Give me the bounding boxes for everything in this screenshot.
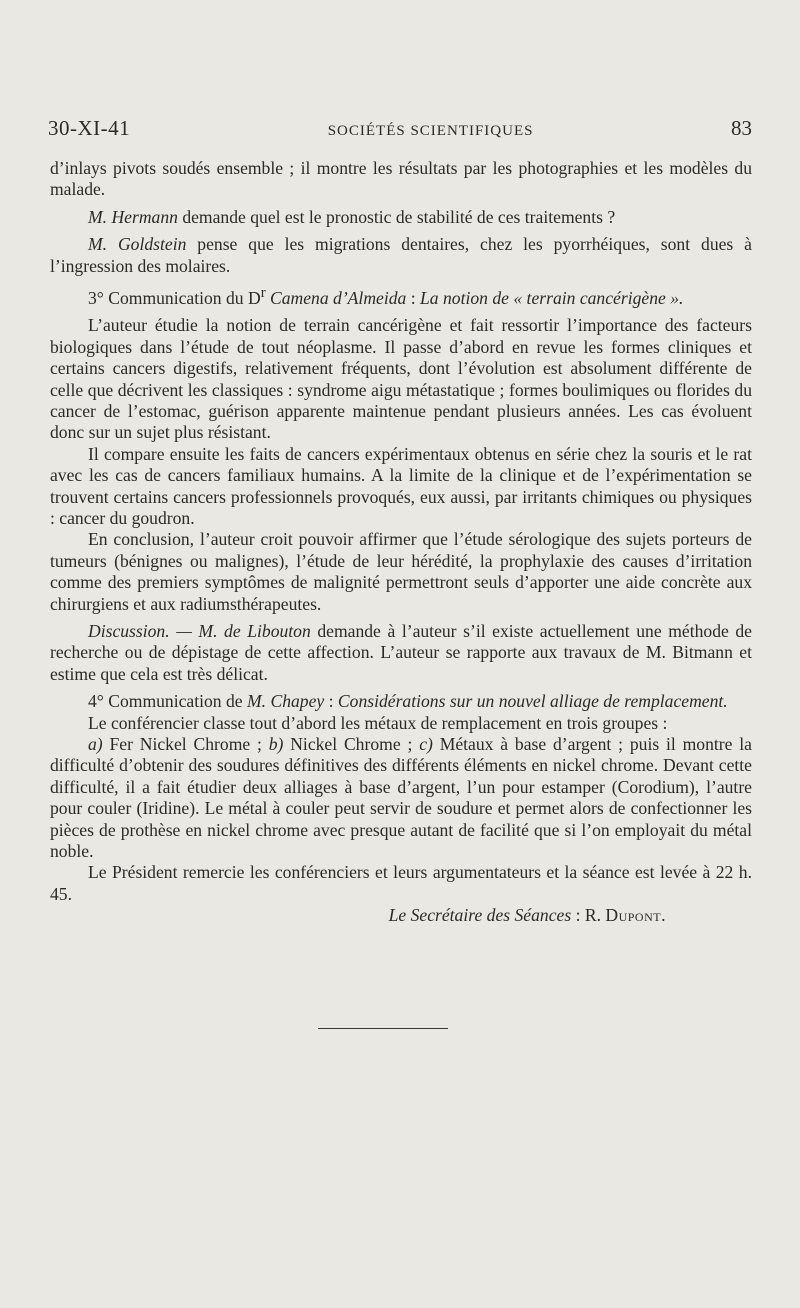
paragraph: En conclusion, l’auteur croit pouvoir affirmer que l’étude sérologique des sujets porteurs de tumeurs (bénignes ou malignes), l’étude de leur hérédité, la prophylaxie des causes d’irritation comme des premiers symptômes de malignité permettront seuls d’apporter une aide concrète aux chirurgiens et aux radiumsthérapeutes. bbox=[50, 529, 752, 614]
paragraph: M. Goldstein pense que les migrations dentaires, chez les pyorrhéiques, sont dues à l’ingression des molaires. bbox=[50, 234, 752, 276]
header-date: 30-XI-41 bbox=[48, 116, 131, 140]
discussion-label: Discussion. — M. de Libouton bbox=[88, 620, 311, 641]
paragraph: a) Fer Nickel Chrome ; b) Nickel Chrome ; c) Métaux à base d’argent ; puis il montre la difficulté d’obtenir des soudures définitives des différents éléments en nickel chrome. Devant cette difficulté, il a fait étudier deux alliages à base d’argent, l’un pour estamper (Corodium), l’autre pour couler (Iridine). Le métal à couler peut servir de soudure et permet alors de confectionner les pièces de prothèse en nickel chrome avec presque autant de facilité que si l’on employait du métal noble. bbox=[50, 734, 752, 862]
paragraph: Le Président remercie les conférenciers et leurs argumentateurs et la séance est levée à 22 h. 45. bbox=[50, 862, 752, 904]
signature: Le Secrétaire des Séances : R. Dupont. bbox=[388, 905, 666, 926]
paragraph: Le conférencier classe tout d’abord les métaux de remplacement en trois groupes : bbox=[88, 712, 668, 733]
signature-role: Le Secrétaire des Séances bbox=[388, 905, 572, 926]
body-text bbox=[50, 158, 752, 927]
section-heading: 4° Communication de M. Chapey : Considérations sur un nouvel alliage de remplacement. bbox=[88, 691, 728, 712]
paragraph: Il compare ensuite les faits de cancers expérimentaux obtenus en série chez la souris et le rat avec les cas de cancers familiaux humains. A la limite de la clinique et de l’expérimentation se trouvent certains cancers professionnels provoqués, eux aussi, par irritants chimiques ou physiques : cancer du goudron. bbox=[50, 443, 752, 528]
speaker-name: M. Goldstein bbox=[88, 234, 187, 255]
section-heading: 3° Communication du $D^r$ Camena d’Almeida : La notion de « terrain cancérigène ». bbox=[88, 285, 684, 308]
page-header bbox=[48, 116, 752, 141]
speaker-name: M. Hermann bbox=[88, 206, 178, 227]
discussion-paragraph: Discussion. — M. de Libouton demande à l’auteur s’il existe actuellement une méthode de recherche ou de dépistage de cette affection. L’auteur se rapporte aux travaux de M. Bitmann et estime que cela est très délicat. bbox=[50, 620, 752, 684]
page-number: 83 bbox=[730, 116, 752, 140]
paragraph: M. Hermann demande quel est le pronostic de stabilité de ces traitements ? bbox=[88, 206, 616, 227]
signature-name: Dupont. bbox=[605, 905, 666, 926]
paragraph: L’auteur étudie la notion de terrain cancérigène et fait ressortir l’importance des facteurs biologiques dans l’étude de tout néoplasme. Il passe d’abord en revue les formes cliniques et certains cancers digestifs, relativement fréquents, dont l’évolution est absolument différente de celle que décrivent les classiques : syndrome aigu métastatique ; formes boulimiques ou florides du cancer de l’estomac, guérison apparente maintenue pendant plusieurs années. Les cas évoluent donc sur un sujet plus résistant. bbox=[50, 315, 752, 443]
paragraph: d’inlays pivots soudés ensemble ; il montre les résultats par les photographies et les modèles du malade. bbox=[50, 158, 752, 200]
section-divider bbox=[318, 1028, 448, 1029]
running-title: SOCIÉTÉS SCIENTIFIQUES bbox=[327, 123, 534, 139]
